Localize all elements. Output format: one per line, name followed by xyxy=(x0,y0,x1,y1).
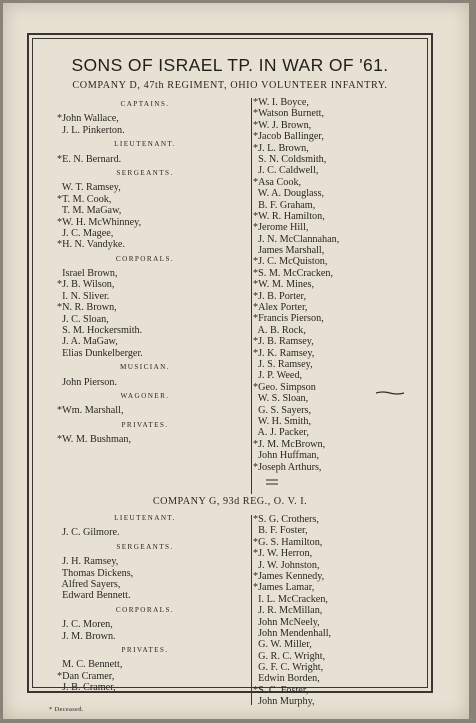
soldier-name: *S. G. Crothers, xyxy=(253,514,319,525)
soldier-name: *J. K. Ramsey, xyxy=(253,347,315,359)
rank-heading: CORPORALS. xyxy=(115,254,175,263)
soldier-name: J. C. Gilmore. xyxy=(57,527,120,539)
soldier-name: J. M. Brown. xyxy=(57,630,116,642)
soldier-name: I. N. Sliver. xyxy=(57,290,110,302)
rank-heading: LIEUTENANT. xyxy=(114,140,176,149)
rank-heading: PRIVATES. xyxy=(121,420,169,429)
soldier-name: S. N. Coldsmith, xyxy=(253,153,327,165)
soldier-name: Edwin Borden, xyxy=(253,673,320,685)
soldier-name: Alfred Sayers, xyxy=(57,578,121,590)
company-d-privates-column xyxy=(253,97,443,473)
soldier-name: B. F. Foster, xyxy=(253,525,308,537)
soldier-name: G. R. C. Wright, xyxy=(253,650,326,662)
soldier-name: J. C. Sloan, xyxy=(57,313,109,325)
soldier-name: *J. B. Wilson, xyxy=(57,279,115,291)
soldier-name: *Jacob Ballinger, xyxy=(253,131,324,143)
soldier-name: J. A. MaGaw, xyxy=(57,336,118,348)
soldier-name: Thomas Dickens, xyxy=(57,567,134,579)
soldier-name: *W. R. Hamilton, xyxy=(253,210,325,222)
pen-mark xyxy=(375,390,405,396)
soldier-name: *J. M. McBrown, xyxy=(253,438,326,450)
pen-mark xyxy=(265,478,279,486)
soldier-name: *Watson Burnett, xyxy=(253,108,325,120)
soldier-name: *J. B. Ramsey, xyxy=(253,336,314,348)
company-g-officers-column xyxy=(57,510,233,693)
soldier-name: *Francis Pierson, xyxy=(253,313,324,325)
company-g-privates-column xyxy=(253,514,443,708)
soldier-name: *J. L. Brown, xyxy=(253,142,309,154)
rank-heading: LIEUTENANT. xyxy=(114,514,176,522)
rank-heading: CORPORALS. xyxy=(115,605,175,614)
soldier-name: J. S. Ramsey, xyxy=(253,358,313,370)
soldier-name: G. F. C. Wright, xyxy=(253,662,324,674)
soldier-name: *James Kennedy, xyxy=(253,570,325,582)
soldier-name: A. B. Rock, xyxy=(253,324,306,336)
soldier-name: W. S. Sloan, xyxy=(253,393,309,405)
footnote: * Deceased. xyxy=(49,706,84,713)
soldier-name: *W. M. Mines, xyxy=(253,279,315,291)
document-page xyxy=(3,3,469,719)
soldier-name: *Asa Cook, xyxy=(253,176,302,188)
soldier-name: *E. N. Bernard. xyxy=(57,153,122,165)
soldier-name: W. A. Douglass, xyxy=(253,188,325,200)
soldier-name: J. P. Weed, xyxy=(253,370,303,382)
soldier-name: *W. I. Boyce, xyxy=(253,97,309,108)
soldier-name: J. B. Cramer, xyxy=(57,682,116,694)
company-d-officers-column xyxy=(57,96,233,446)
page-border xyxy=(27,33,433,713)
soldier-name: *W. M. Bushman, xyxy=(57,434,132,446)
soldier-name: *Joseph Arthurs, xyxy=(253,461,322,473)
soldier-name: J. H. Ramsey, xyxy=(57,556,119,568)
soldier-name: T. M. MaGaw, xyxy=(57,205,122,217)
rank-heading: CAPTAINS. xyxy=(120,100,170,108)
rank-heading: WAGONER. xyxy=(120,391,170,400)
soldier-name: *Wm. Marshall, xyxy=(57,405,124,417)
soldier-name: John Huffman, xyxy=(253,450,320,462)
soldier-name: J. L. Pinkerton. xyxy=(57,124,125,136)
soldier-name: *S. M. McCracken, xyxy=(253,267,334,279)
soldier-name: J. C. Magee, xyxy=(57,227,114,239)
soldier-name: *N. R. Brown, xyxy=(57,302,117,314)
rank-heading: SERGEANTS. xyxy=(116,168,174,177)
soldier-name: M. C. Bennett, xyxy=(57,659,123,671)
soldier-name: B. F. Graham, xyxy=(253,199,316,211)
company-d-heading: COMPANY D, 47th REGIMENT, OHIO VOLUNTEER INFANTRY. xyxy=(72,80,388,91)
page-title: SONS OF ISRAEL TP. IN WAR OF '61. xyxy=(71,55,389,75)
soldier-name: Elias Dunkelberger. xyxy=(57,347,143,359)
soldier-name: *T. M. Cook, xyxy=(57,193,112,205)
rank-heading: SERGEANTS. xyxy=(116,542,174,551)
company-g-heading: COMPANY G, 93d REG., O. V. I. xyxy=(152,496,308,507)
soldier-name: J. N. McClannahan, xyxy=(253,233,340,245)
soldier-name: *J. B. Porter, xyxy=(253,290,307,302)
soldier-name: *Jerome Hill, xyxy=(253,222,309,234)
soldier-name: J. C. Caldwell, xyxy=(253,165,319,177)
soldier-name: I. L. McCracken, xyxy=(253,593,328,605)
soldier-name: *James Lamar, xyxy=(253,582,315,594)
rank-heading: PRIVATES. xyxy=(121,645,169,654)
column-divider xyxy=(251,515,252,705)
soldier-name: *J. C. McQuiston, xyxy=(253,256,328,268)
column-divider xyxy=(251,98,252,494)
soldier-name: A. J. Packer, xyxy=(253,427,309,439)
soldier-name: Edward Bennett. xyxy=(57,590,131,602)
soldier-name: W. H. Smith, xyxy=(253,415,312,427)
soldier-name: G. W. Miller, xyxy=(253,639,312,651)
soldier-name: J. W. Johnston, xyxy=(253,559,320,571)
soldier-name: *Dan Cramer, xyxy=(57,670,115,682)
soldier-name: John Murphy, xyxy=(253,696,315,708)
rank-heading: MUSICIAN. xyxy=(120,363,170,372)
soldier-name: *J. W. Herron, xyxy=(253,548,313,560)
soldier-name: *Geo. Simpson xyxy=(253,381,316,393)
soldier-name: *G. S. Hamilton, xyxy=(253,536,323,548)
soldier-name: *H. N. Vandyke. xyxy=(57,239,126,251)
soldier-name: *W. H. McWhinney, xyxy=(57,216,142,228)
soldier-name: John Pierson. xyxy=(57,376,117,388)
page-border-inner xyxy=(32,38,428,713)
soldier-name: S. M. Hockersmith. xyxy=(57,325,143,337)
soldier-name: W. T. Ramsey, xyxy=(57,182,121,194)
soldier-name: John Mendenhall, xyxy=(253,627,332,639)
soldier-name: Israel Brown, xyxy=(57,268,118,280)
soldier-name: *W. J. Brown, xyxy=(253,119,312,131)
soldier-name: John McNeely, xyxy=(253,616,320,628)
soldier-name: J. C. Moren, xyxy=(57,619,113,631)
soldier-name: *Alex Porter, xyxy=(253,302,308,314)
soldier-name: *S. C. Foster, xyxy=(253,684,309,696)
soldier-name: G. S. Sayers, xyxy=(253,404,312,416)
soldier-name: *John Wallace, xyxy=(57,113,119,125)
soldier-name: J. R. McMillan, xyxy=(253,605,323,617)
soldier-name: James Marshall, xyxy=(253,245,325,257)
